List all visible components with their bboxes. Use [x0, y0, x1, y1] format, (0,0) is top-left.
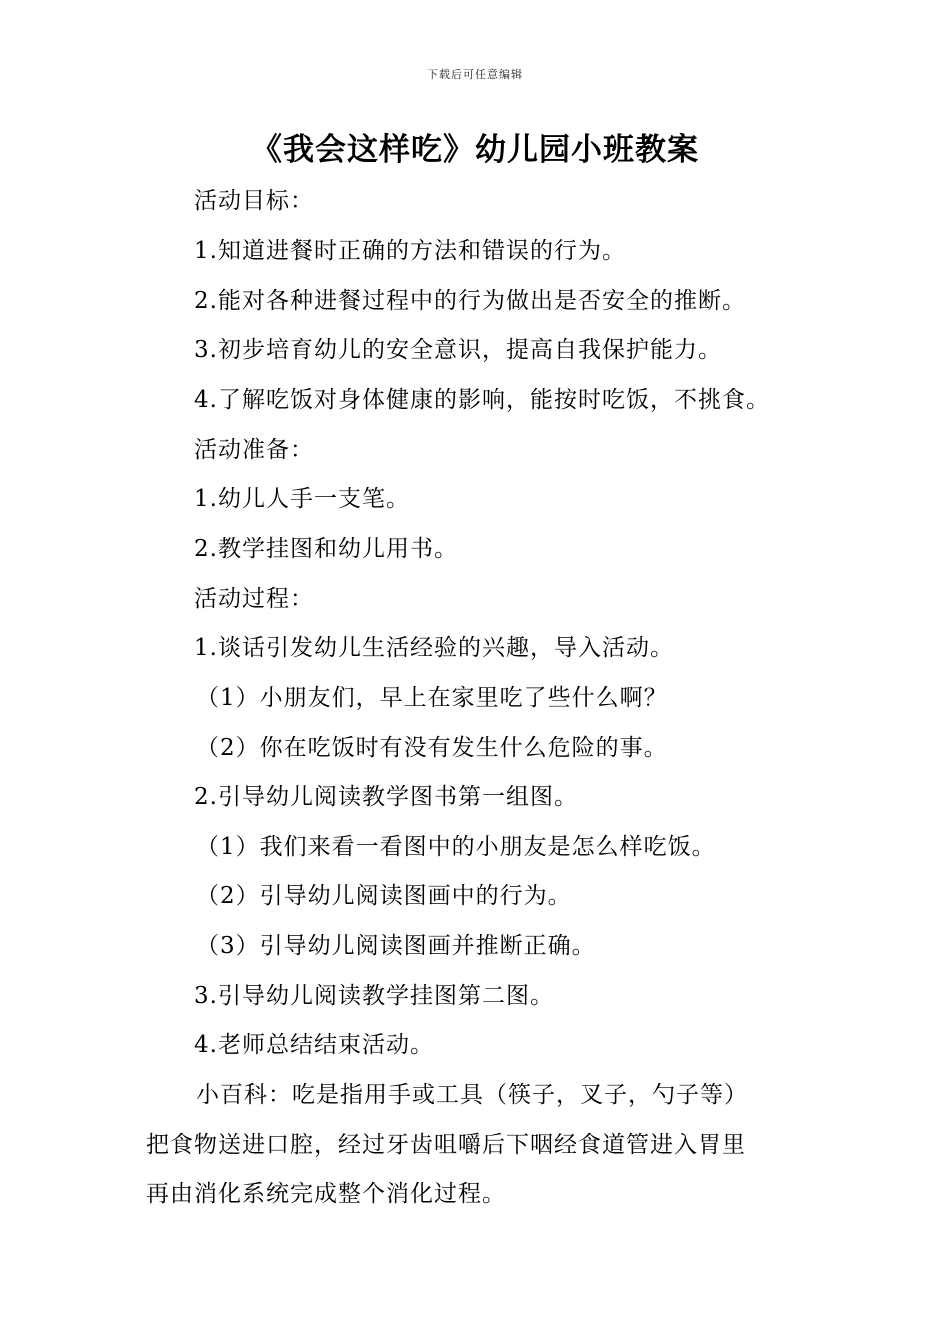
goal-item-4: 4.了解吃饭对身体健康的影响，能按时吃饭，不挑食。 — [194, 387, 770, 413]
document-title: 《我会这样吃》幼儿园小班教案 — [251, 132, 699, 168]
encyclopedia-line-1: 小百科：吃是指用手或工具（筷子，叉子，勺子等） — [196, 1082, 748, 1108]
goal-item-1: 1.知道进餐时正确的方法和错误的行为。 — [194, 238, 626, 264]
encyclopedia-line-3: 再由消化系统完成整个消化过程。 — [146, 1181, 506, 1207]
process-step-4: 4.老师总结结束活动。 — [194, 1032, 434, 1058]
goal-item-2: 2.能对各种进餐过程中的行为做出是否安全的推断。 — [194, 288, 746, 314]
goals-heading: 活动目标： — [194, 188, 314, 214]
process-step-1: 1.谈话引发幼儿生活经验的兴趣，导入活动。 — [194, 635, 674, 661]
process-sub-2-2: （2）引导幼儿阅读图画中的行为。 — [196, 883, 572, 909]
process-sub-1-1: （1）小朋友们，早上在家里吃了些什么啊？ — [196, 685, 668, 711]
prep-item-2: 2.教学挂图和幼儿用书。 — [194, 536, 458, 562]
process-step-3: 3.引导幼儿阅读教学挂图第二图。 — [194, 983, 554, 1009]
header-note: 下载后可任意编辑 — [427, 68, 523, 81]
process-step-2: 2.引导幼儿阅读教学图书第一组图。 — [194, 784, 578, 810]
process-sub-2-3: （3）引导幼儿阅读图画并推断正确。 — [196, 933, 596, 959]
process-sub-1-2: （2）你在吃饭时有没有发生什么危险的事。 — [196, 735, 668, 761]
goal-item-3: 3.初步培育幼儿的安全意识，提高自我保护能力。 — [194, 337, 722, 363]
process-sub-2-1: （1）我们来看一看图中的小朋友是怎么样吃饭。 — [196, 834, 716, 860]
process-heading: 活动过程： — [194, 586, 314, 612]
prep-item-1: 1.幼儿人手一支笔。 — [194, 486, 410, 512]
prep-heading: 活动准备： — [194, 437, 314, 463]
encyclopedia-line-2: 把食物送进口腔，经过牙齿咀嚼后下咽经食道管进入胃里 — [146, 1132, 746, 1158]
